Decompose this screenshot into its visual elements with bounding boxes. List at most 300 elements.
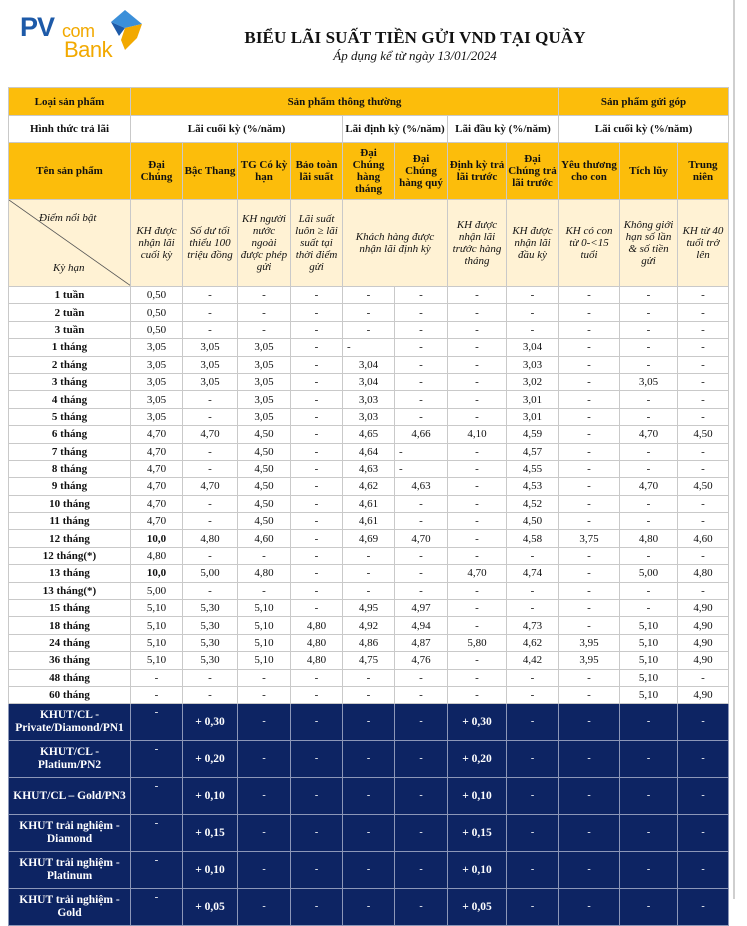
rate-cell: -: [559, 686, 620, 703]
rate-cell: 4,50: [238, 478, 291, 495]
customer-tier-label: KHUT/CL – Gold/PN3: [9, 778, 131, 815]
rate-cell: -: [291, 686, 343, 703]
term-cell: 18 tháng: [9, 617, 131, 634]
bonus-cell: -: [678, 888, 729, 925]
rate-row: [9, 530, 729, 547]
rate-cell: 4,61: [343, 513, 395, 530]
product-name-row: [9, 143, 729, 200]
rate-cell: 3,04: [343, 373, 395, 390]
term-cell: 7 tháng: [9, 443, 131, 460]
bonus-cell: -: [507, 741, 559, 778]
rate-row: [9, 600, 729, 617]
rate-cell: 4,70: [620, 426, 678, 443]
bonus-cell: -: [343, 704, 395, 741]
bonus-cell: + 0,30: [448, 704, 507, 741]
rate-row: [9, 634, 729, 651]
rate-cell: 5,10: [131, 617, 183, 634]
rate-cell: 4,70: [620, 478, 678, 495]
rate-cell: 4,87: [395, 634, 448, 651]
term-cell: 12 tháng: [9, 530, 131, 547]
rate-cell: 4,50: [238, 426, 291, 443]
bonus-cell: -: [131, 704, 183, 741]
product-tich-luy: Tích lũy: [620, 143, 678, 200]
bonus-cell: -: [507, 704, 559, 741]
bonus-cell: -: [395, 778, 448, 815]
rate-cell: -: [559, 513, 620, 530]
term-cell: 3 tháng: [9, 373, 131, 390]
rate-cell: 5,10: [238, 652, 291, 669]
rate-cell: -: [291, 443, 343, 460]
rate-cell: 4,80: [291, 634, 343, 651]
rate-cell: 4,90: [678, 652, 729, 669]
rate-cell: -: [559, 443, 620, 460]
bonus-cell: -: [620, 741, 678, 778]
rate-cell: 4,50: [678, 426, 729, 443]
rate-cell: -: [343, 547, 395, 564]
product-bac-thang: Bậc Thang: [183, 143, 238, 200]
rate-cell: 4,90: [678, 617, 729, 634]
term-cell: 1 tuần: [9, 287, 131, 304]
product-dai-chung: Đại Chúng: [131, 143, 183, 200]
bonus-cell: -: [395, 741, 448, 778]
bonus-cell: -: [678, 778, 729, 815]
rate-cell: -: [395, 443, 448, 460]
feature-cell: Số dư tối thiểu 100 triệu đồng: [183, 200, 238, 287]
rate-cell: -: [291, 530, 343, 547]
pvcombank-logo: [14, 6, 134, 66]
bonus-cell: + 0,30: [183, 704, 238, 741]
rate-cell: -: [291, 582, 343, 599]
rate-cell: 4,95: [343, 600, 395, 617]
rate-row: [9, 495, 729, 512]
term-cell: 13 tháng: [9, 565, 131, 582]
rate-cell: -: [183, 582, 238, 599]
rate-cell: 4,61: [343, 495, 395, 512]
term-cell: 2 tuần: [9, 304, 131, 321]
rate-cell: -: [238, 669, 291, 686]
rate-row: [9, 321, 729, 338]
rate-row: [9, 686, 729, 703]
rate-cell: 5,10: [238, 600, 291, 617]
bonus-cell: + 0,10: [448, 778, 507, 815]
feature-cell: KH được nhận lãi trước hàng tháng: [448, 200, 507, 287]
bonus-cell: -: [131, 851, 183, 888]
rate-cell: -: [183, 460, 238, 477]
rate-cell: -: [448, 460, 507, 477]
term-cell: 60 tháng: [9, 686, 131, 703]
rate-cell: -: [291, 547, 343, 564]
rate-cell: -: [131, 669, 183, 686]
rate-cell: -: [395, 460, 448, 477]
rate-cell: -: [620, 304, 678, 321]
rate-cell: -: [395, 565, 448, 582]
payment-form-row: [9, 116, 729, 143]
bonus-cell: -: [291, 851, 343, 888]
bonus-cell: -: [238, 851, 291, 888]
rate-row: [9, 356, 729, 373]
page-title: BIỂU LÃI SUẤT TIỀN GỬI VND TẠI QUẦY: [244, 28, 586, 47]
feature-cell: Lãi suất luôn ≥ lãi suất tại thời điểm gửi: [291, 200, 343, 287]
bonus-row: [9, 704, 729, 741]
rate-row: [9, 408, 729, 425]
highlight-label: Điểm nổi bật: [39, 212, 97, 224]
rate-cell: -: [183, 547, 238, 564]
rate-cell: 3,03: [507, 356, 559, 373]
bonus-cell: -: [291, 704, 343, 741]
term-cell: 11 tháng: [9, 513, 131, 530]
rate-cell: -: [678, 460, 729, 477]
rate-cell: 5,00: [183, 565, 238, 582]
rate-row: [9, 304, 729, 321]
rate-row: [9, 460, 729, 477]
rate-cell: 4,70: [131, 443, 183, 460]
rate-cell: -: [507, 321, 559, 338]
rate-cell: -: [291, 356, 343, 373]
customer-tier-label: KHUT trải nghiệm - Diamond: [9, 815, 131, 852]
rate-cell: -: [678, 582, 729, 599]
rate-cell: -: [620, 321, 678, 338]
rate-cell: -: [678, 304, 729, 321]
rate-cell: -: [183, 304, 238, 321]
rate-cell: -: [291, 669, 343, 686]
product-type-label: Loại sản phẩm: [9, 88, 131, 116]
product-yeu-thuong-cho-con: Yêu thương cho con: [559, 143, 620, 200]
rate-cell: -: [507, 582, 559, 599]
rate-cell: -: [343, 565, 395, 582]
rate-cell: 4,80: [131, 547, 183, 564]
bonus-row: [9, 778, 729, 815]
rate-cell: -: [395, 547, 448, 564]
rate-cell: -: [343, 582, 395, 599]
rate-cell: -: [238, 304, 291, 321]
rate-cell: -: [678, 495, 729, 512]
feature-cell: KH được nhận lãi cuối kỳ: [131, 200, 183, 287]
bonus-cell: + 0,20: [183, 741, 238, 778]
rate-cell: -: [183, 669, 238, 686]
rate-cell: 3,03: [343, 408, 395, 425]
rate-cell: -: [291, 287, 343, 304]
bonus-cell: -: [238, 888, 291, 925]
rate-cell: -: [448, 373, 507, 390]
rate-cell: 3,01: [507, 391, 559, 408]
group-regular-products: Sản phẩm thông thường: [131, 88, 559, 116]
bonus-cell: -: [620, 851, 678, 888]
rate-cell: 4,80: [291, 652, 343, 669]
bonus-cell: -: [559, 888, 620, 925]
customer-tier-label: KHUT/CL - Private/Diamond/PN1: [9, 704, 131, 741]
product-dinh-ky-tra-lai-truoc: Định kỳ trả lãi trước: [448, 143, 507, 200]
term-cell: 3 tuần: [9, 321, 131, 338]
rate-cell: 3,05: [131, 391, 183, 408]
rate-row: [9, 478, 729, 495]
rate-cell: -: [395, 686, 448, 703]
rate-cell: 4,73: [507, 617, 559, 634]
rate-cell: -: [291, 495, 343, 512]
bonus-cell: -: [678, 704, 729, 741]
rate-cell: 5,10: [238, 617, 291, 634]
bonus-cell: -: [343, 741, 395, 778]
bonus-cell: -: [291, 888, 343, 925]
rate-cell: -: [559, 356, 620, 373]
rate-cell: -: [678, 339, 729, 356]
rate-cell: -: [559, 426, 620, 443]
term-cell: 10 tháng: [9, 495, 131, 512]
rate-cell: 4,70: [131, 460, 183, 477]
rate-cell: 5,30: [183, 617, 238, 634]
rate-row: [9, 547, 729, 564]
rate-row: [9, 287, 729, 304]
rate-cell: -: [395, 495, 448, 512]
bonus-cell: -: [291, 778, 343, 815]
rate-cell: 4,70: [131, 426, 183, 443]
rate-cell: -: [131, 686, 183, 703]
rate-cell: -: [507, 600, 559, 617]
bonus-cell: -: [238, 704, 291, 741]
term-label: Kỳ hạn: [53, 262, 85, 274]
rate-cell: -: [559, 669, 620, 686]
term-cell: 24 tháng: [9, 634, 131, 651]
bonus-cell: + 0,20: [448, 741, 507, 778]
term-cell: 15 tháng: [9, 600, 131, 617]
rate-cell: -: [343, 339, 395, 356]
rate-cell: -: [448, 652, 507, 669]
rate-cell: -: [620, 495, 678, 512]
rate-cell: -: [678, 547, 729, 564]
rate-cell: 4,62: [343, 478, 395, 495]
logo-diamond-icon: [107, 10, 143, 52]
rate-cell: -: [448, 478, 507, 495]
rate-cell: 4,62: [507, 634, 559, 651]
bonus-cell: -: [395, 815, 448, 852]
bonus-cell: + 0,15: [183, 815, 238, 852]
rate-cell: -: [291, 513, 343, 530]
rate-cell: -: [395, 321, 448, 338]
rate-cell: 5,10: [620, 617, 678, 634]
rate-cell: -: [448, 686, 507, 703]
term-cell: 36 tháng: [9, 652, 131, 669]
payment-periodic: Lãi định kỳ (%/năm): [343, 116, 448, 143]
bonus-cell: -: [559, 851, 620, 888]
logo-com: com: [62, 21, 95, 41]
bonus-cell: -: [620, 778, 678, 815]
rate-cell: 3,04: [507, 339, 559, 356]
term-cell: 13 tháng(*): [9, 582, 131, 599]
rate-cell: -: [395, 373, 448, 390]
logo-bank: Bank: [64, 37, 113, 62]
rate-cell: -: [620, 460, 678, 477]
rate-cell: -: [448, 617, 507, 634]
rate-cell: 4,58: [507, 530, 559, 547]
rate-row: [9, 565, 729, 582]
product-dai-chung-tra-lai-truoc: Đại Chúng trả lãi trước: [507, 143, 559, 200]
rate-cell: -: [559, 547, 620, 564]
rate-cell: 4,70: [183, 478, 238, 495]
rate-row: [9, 513, 729, 530]
rate-cell: -: [559, 391, 620, 408]
rate-cell: -: [559, 565, 620, 582]
rate-cell: 4,70: [183, 426, 238, 443]
bonus-row: [9, 888, 729, 925]
logo-pv: PV: [20, 12, 55, 42]
rate-cell: -: [559, 600, 620, 617]
rate-cell: 4,55: [507, 460, 559, 477]
rate-cell: -: [395, 356, 448, 373]
bonus-cell: -: [395, 888, 448, 925]
payment-form-label: Hình thức trả lãi: [9, 116, 131, 143]
rate-cell: 4,50: [238, 443, 291, 460]
rate-cell: 3,95: [559, 652, 620, 669]
rate-cell: 5,80: [448, 634, 507, 651]
bonus-cell: -: [559, 815, 620, 852]
feature-cell: KH có con từ 0-<15 tuổi: [559, 200, 620, 287]
product-trung-nien: Trung niên: [678, 143, 729, 200]
rate-cell: -: [238, 686, 291, 703]
bonus-cell: + 0,05: [183, 888, 238, 925]
rate-cell: 5,10: [620, 652, 678, 669]
customer-tier-label: KHUT/CL - Platium/PN2: [9, 741, 131, 778]
rate-cell: 4,69: [343, 530, 395, 547]
bonus-cell: -: [678, 741, 729, 778]
bonus-cell: -: [507, 778, 559, 815]
term-cell: 6 tháng: [9, 426, 131, 443]
rate-cell: 5,10: [131, 652, 183, 669]
rate-cell: -: [507, 669, 559, 686]
rate-cell: -: [291, 600, 343, 617]
rate-cell: -: [678, 287, 729, 304]
rate-cell: 3,02: [507, 373, 559, 390]
rate-cell: -: [448, 339, 507, 356]
bonus-cell: -: [507, 851, 559, 888]
feature-cell: KH người nước ngoài được phép gửi: [238, 200, 291, 287]
bonus-cell: -: [131, 815, 183, 852]
rate-cell: -: [291, 565, 343, 582]
rate-cell: 4,50: [678, 478, 729, 495]
bonus-cell: -: [620, 704, 678, 741]
rate-cell: -: [507, 547, 559, 564]
rate-cell: 5,30: [183, 600, 238, 617]
rate-cell: 5,10: [620, 634, 678, 651]
group-installment-products: Sản phẩm gửi góp: [559, 88, 729, 116]
payment-upfront: Lãi đầu kỳ (%/năm): [448, 116, 559, 143]
rate-cell: 3,01: [507, 408, 559, 425]
rate-cell: -: [291, 373, 343, 390]
rate-cell: -: [559, 460, 620, 477]
rate-cell: 4,90: [678, 634, 729, 651]
rate-cell: 3,05: [238, 391, 291, 408]
customer-tier-label: KHUT trải nghiệm - Platinum: [9, 851, 131, 888]
rate-cell: 4,92: [343, 617, 395, 634]
rate-cell: -: [448, 304, 507, 321]
rate-cell: 0,50: [131, 321, 183, 338]
rate-cell: -: [238, 287, 291, 304]
rate-cell: -: [343, 287, 395, 304]
bonus-row: [9, 815, 729, 852]
payment-installment-end-of-term: Lãi cuối kỳ (%/năm): [559, 116, 729, 143]
rate-cell: 4,60: [678, 530, 729, 547]
rate-row: [9, 426, 729, 443]
bonus-cell: -: [238, 815, 291, 852]
rate-cell: 3,05: [620, 373, 678, 390]
rate-cell: -: [678, 373, 729, 390]
bonus-cell: -: [395, 851, 448, 888]
features-term-header: [9, 200, 131, 287]
interest-rate-table: [8, 87, 729, 926]
rate-cell: 3,05: [238, 408, 291, 425]
rate-cell: -: [448, 391, 507, 408]
product-bao-toan-lai-suat: Bảo toàn lãi suất: [291, 143, 343, 200]
rate-cell: -: [291, 426, 343, 443]
rate-cell: -: [448, 356, 507, 373]
rate-cell: 4,53: [507, 478, 559, 495]
rate-cell: 4,66: [395, 426, 448, 443]
rate-cell: -: [448, 513, 507, 530]
rate-cell: -: [620, 287, 678, 304]
rate-cell: 3,05: [131, 339, 183, 356]
customer-tier-label: KHUT trải nghiệm - Gold: [9, 888, 131, 925]
bonus-cell: -: [395, 704, 448, 741]
rate-cell: -: [183, 443, 238, 460]
rate-row: [9, 373, 729, 390]
rate-cell: 3,05: [238, 356, 291, 373]
bonus-cell: -: [131, 778, 183, 815]
rate-cell: -: [183, 686, 238, 703]
bonus-cell: + 0,10: [183, 778, 238, 815]
rate-cell: 4,10: [448, 426, 507, 443]
rate-cell: -: [343, 321, 395, 338]
rate-cell: -: [395, 513, 448, 530]
rate-cell: 4,86: [343, 634, 395, 651]
product-dai-chung-hang-quy: Đại Chúng hàng quý: [395, 143, 448, 200]
term-cell: 5 tháng: [9, 408, 131, 425]
bonus-cell: -: [131, 888, 183, 925]
rate-cell: -: [291, 460, 343, 477]
bonus-cell: -: [678, 815, 729, 852]
rate-cell: 4,64: [343, 443, 395, 460]
bonus-cell: -: [620, 815, 678, 852]
rate-cell: 5,10: [131, 634, 183, 651]
rate-cell: -: [678, 356, 729, 373]
rate-cell: 4,50: [507, 513, 559, 530]
rate-cell: 4,50: [238, 495, 291, 512]
rate-cell: -: [678, 391, 729, 408]
rate-cell: 5,10: [620, 686, 678, 703]
rate-cell: 4,70: [131, 513, 183, 530]
page-edge: [733, 0, 735, 899]
rate-cell: 4,70: [131, 495, 183, 512]
rate-cell: -: [395, 339, 448, 356]
rate-cell: -: [395, 669, 448, 686]
rate-cell: -: [620, 408, 678, 425]
rate-cell: 3,75: [559, 530, 620, 547]
bonus-cell: -: [678, 851, 729, 888]
bonus-cell: -: [343, 888, 395, 925]
rate-cell: -: [395, 391, 448, 408]
rate-cell: 3,95: [559, 634, 620, 651]
rate-cell: -: [395, 408, 448, 425]
rate-cell: -: [183, 321, 238, 338]
rate-cell: -: [291, 478, 343, 495]
rate-cell: 3,05: [238, 339, 291, 356]
rate-cell: 4,80: [238, 565, 291, 582]
rate-cell: -: [395, 304, 448, 321]
rate-cell: 4,80: [678, 565, 729, 582]
rate-cell: 4,70: [131, 478, 183, 495]
rate-cell: 4,70: [395, 530, 448, 547]
rate-cell: -: [183, 391, 238, 408]
rate-cell: 3,05: [183, 339, 238, 356]
rate-cell: -: [678, 321, 729, 338]
bonus-cell: -: [131, 741, 183, 778]
